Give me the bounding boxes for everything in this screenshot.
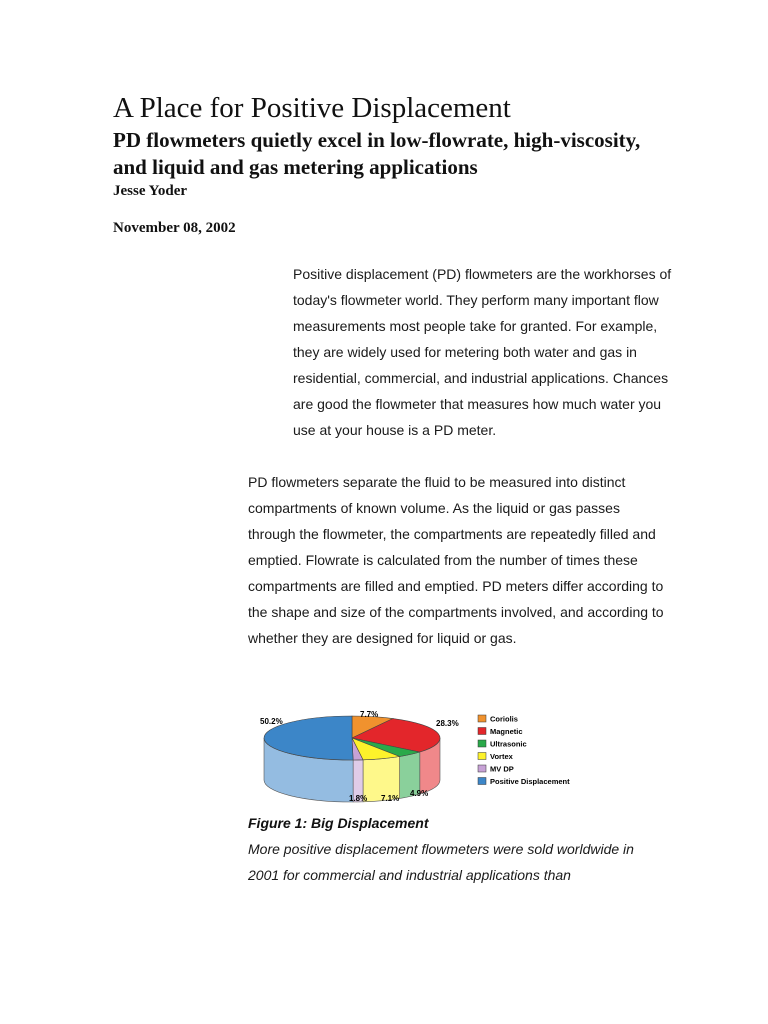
- chart-legend: [478, 715, 570, 787]
- article-date: November 08, 2002: [113, 220, 236, 236]
- paragraph-mechanism: PD flowmeters separate the fluid to be measured into distinct compartments of known volume. As the liquid or gas passes through the flowmeter, the compartments are repeatedly filled and emptied. Flowrate is calculated from the number of times these compartments are filled and emptied. PD meters differ according to the shape and size of the compartments involved, and according to whether they are designed for liquid or gas.: [248, 474, 664, 646]
- paragraph-intro: Positive displacement (PD) flowmeters are the workhorses of today's flowmeter world. They perform many important flow measurements most people take for granted. For example, they are widely used for metering both water and gas in residential, commercial, and industrial applications. Chances are good the flowmeter that measures how much water you use at your house is a PD meter.: [293, 266, 672, 438]
- data-label-mv-dp: 1.8%: [349, 794, 368, 803]
- legend-swatch-vortex: [478, 753, 486, 760]
- legend-label-ultrasonic: Ultrasonic: [490, 739, 527, 749]
- data-label-magnetic: 28.3%: [436, 719, 459, 728]
- data-label-ultrasonic: 4.9%: [410, 789, 429, 798]
- article-author: Jesse Yoder: [113, 183, 188, 199]
- legend-swatch-magnetic: [478, 728, 486, 735]
- pie-chart-svg: [250, 700, 590, 810]
- pie-top-slices: [264, 716, 440, 760]
- article-subtitle: PD flowmeters quietly excel in low-flowrate, high-viscosity, and liquid and gas metering applications: [113, 128, 641, 179]
- figure-pie-chart: [250, 700, 590, 810]
- data-label-vortex: 7.1%: [381, 794, 400, 803]
- legend-swatch-mv-dp: [478, 765, 486, 772]
- data-label-coriolis: 7.7%: [360, 710, 379, 719]
- figure-caption-title: Figure 1: Big Displacement: [248, 815, 429, 831]
- legend-swatch-ultrasonic: [478, 740, 486, 747]
- legend-label-vortex: Vortex: [490, 752, 513, 761]
- legend-label-mv-dp: MV DP: [490, 764, 514, 774]
- article-title: A Place for Positive Displacement: [113, 92, 511, 124]
- legend-label-coriolis: Coriolis: [490, 714, 518, 724]
- figure-caption-text: More positive displacement flowmeters were sold worldwide in 2001 for commercial and industrial applications than: [248, 841, 634, 883]
- legend-label-magnetic: Magnetic: [490, 727, 523, 736]
- legend-swatch-coriolis: [478, 715, 486, 722]
- legend-swatch-positive-displacement: [478, 778, 486, 785]
- data-label-positive-displacement: 50.2%: [260, 717, 283, 726]
- legend-label-positive-displacement: Positive Displacement: [490, 777, 570, 786]
